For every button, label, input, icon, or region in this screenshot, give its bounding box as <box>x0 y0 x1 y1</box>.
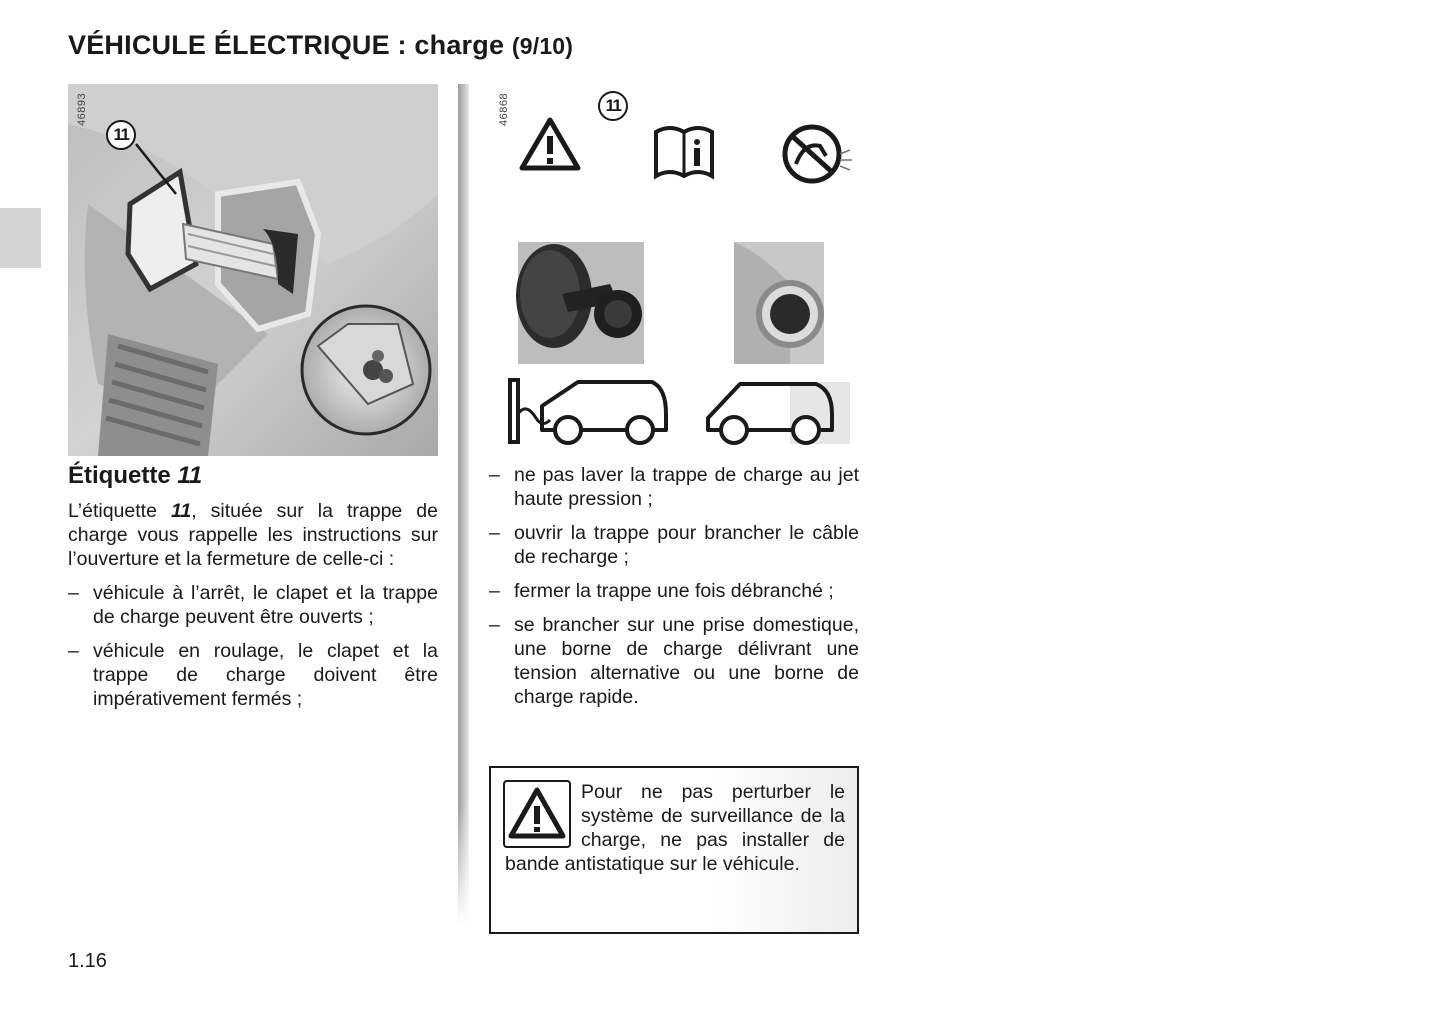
chapter-tab <box>0 208 41 268</box>
list-item-text: véhicule en roulage, le clapet et la trappe de charge doivent être impérativement fermés ; <box>93 640 438 710</box>
list-item-text: ne pas laver la trappe de charge au jet haute pression ; <box>514 464 859 510</box>
closed-flap-photo <box>734 242 824 364</box>
warning-text-block <box>505 780 845 876</box>
car-unplugged-icon <box>708 382 850 444</box>
list-item-text: véhicule à l’arrêt, le clapet et la trappe de charge peuvent être ouverts ; <box>93 582 438 628</box>
warning-box <box>489 766 859 934</box>
no-pressure-washer-icon <box>785 127 852 181</box>
charging-flap-photo <box>68 84 438 456</box>
page-title-suffix: (9/10) <box>511 33 574 59</box>
list-item <box>489 521 859 569</box>
warning-triangle-icon <box>522 120 578 168</box>
dash-marker: – <box>489 522 500 544</box>
section-heading <box>68 462 202 490</box>
list-item <box>489 613 859 709</box>
right-instruction-list <box>489 463 859 709</box>
left-column-text <box>68 499 438 721</box>
page-number: 1.16 <box>68 950 107 972</box>
left-instruction-list <box>68 581 438 711</box>
list-item <box>68 581 438 629</box>
list-item <box>489 579 859 603</box>
list-item-text: fermer la trappe une fois débranché ; <box>514 580 834 602</box>
warning-text: Pour ne pas perturber le système de surveillance de la charge, ne pas installer de bande antistatique sur le véhicule. <box>505 781 845 875</box>
section-heading-number: 11 <box>177 462 203 489</box>
intro-text-before: L’étiquette <box>68 500 171 522</box>
page-title-main: VÉHICULE ÉLECTRIQUE : charge <box>68 30 505 60</box>
list-item <box>489 463 859 511</box>
dash-marker: – <box>68 640 79 662</box>
dash-marker: – <box>489 614 500 636</box>
intro-label-number: 11 <box>170 500 192 522</box>
label-11-illustration <box>490 84 858 450</box>
dash-marker: – <box>489 580 500 602</box>
photo-callout-11: 11 <box>106 120 136 150</box>
list-item-text: ouvrir la trappe pour brancher le câble de recharge ; <box>514 522 859 568</box>
intro-text-after: , située sur la trappe de charge vous rappelle les instructions sur l’ouverture et la fermeture de celle-ci : <box>68 500 438 570</box>
label-callout-11: 11 <box>598 91 628 121</box>
page-title <box>68 30 573 61</box>
section-heading-prefix: Étiquette <box>68 462 171 489</box>
list-item <box>68 639 438 711</box>
column-divider <box>458 84 469 924</box>
open-flap-photo <box>516 242 644 364</box>
label-reference-number: 46868 <box>498 92 510 126</box>
dash-marker: – <box>68 582 79 604</box>
dash-marker: – <box>489 464 500 486</box>
label-pictograms <box>490 84 858 450</box>
car-charging-icon <box>510 380 666 443</box>
manual-book-icon <box>656 128 712 176</box>
photo-reference-number: 46893 <box>76 92 88 126</box>
right-column-text <box>489 463 859 719</box>
list-item-text: se brancher sur une prise domestique, une borne de charge délivrant une tension alternative ou une borne de charge rapide. <box>514 614 859 708</box>
intro-paragraph <box>68 499 438 571</box>
